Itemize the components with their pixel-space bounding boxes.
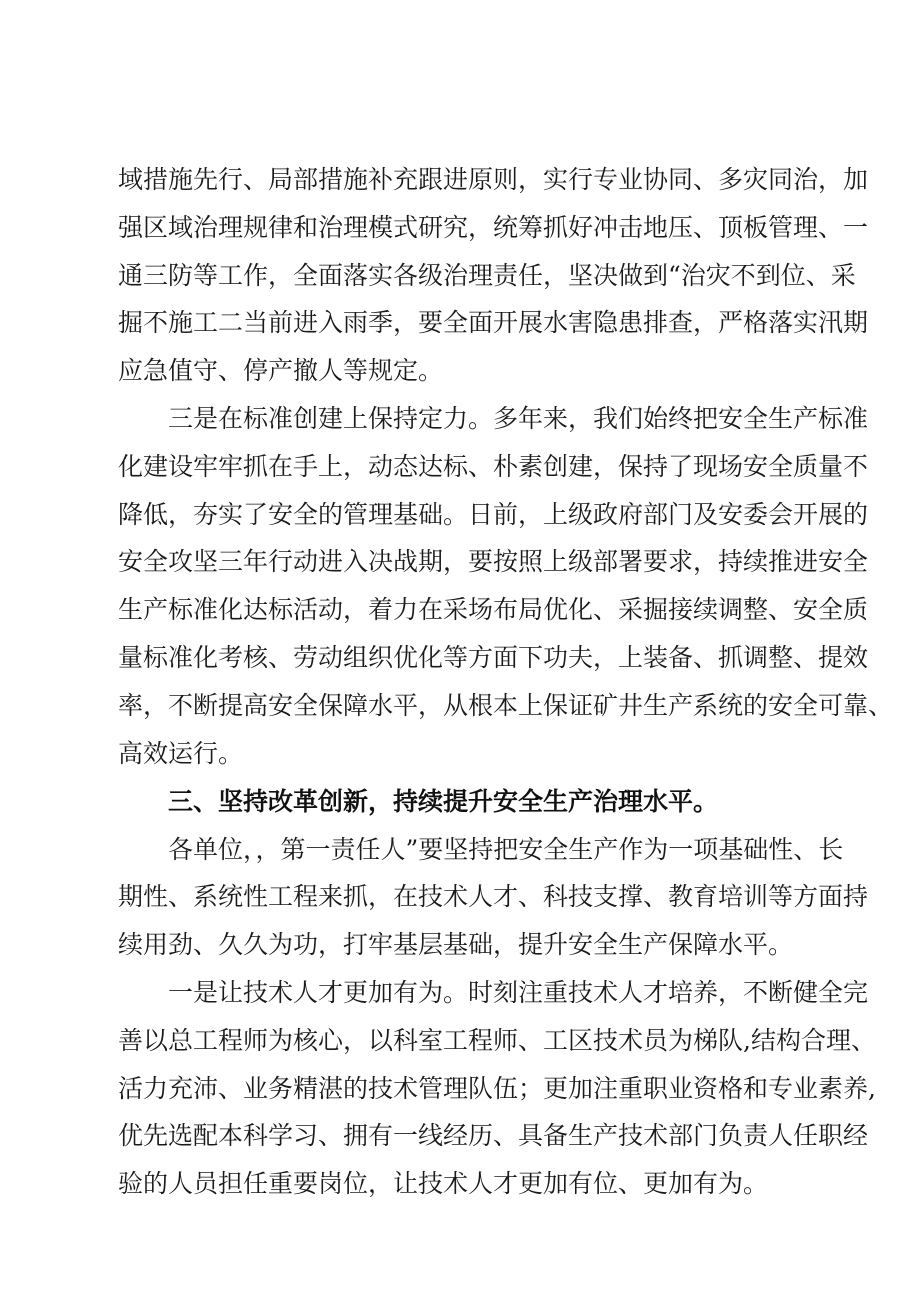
paragraph-1-line-4: 掘不施工二当前进入雨季，要全面开展水害隐患排查，严格落实汛期 (118, 308, 869, 337)
paragraph-4-line-4: 优先选配本科学习、拥有一线经历、具备生产技术部门负责人任职经 (118, 1121, 869, 1150)
paragraph-3-line-2: 期性、系统性工程来抓，在技术人才、科技支撑、教育培训等方面持 (118, 882, 869, 911)
paragraph-1-line-2: 强区域治理规律和治理模式研究，统筹抓好冲击地压、顶板管理、一 (118, 213, 869, 242)
paragraph-1-line-3: 通三防等工作，全面落实各级治理责任，坚决做到“治灾不到位、采 (118, 261, 856, 290)
paragraph-4-line-5: 验的人员担任重要岗位，让技术人才更加有位、更加有为。 (118, 1169, 769, 1198)
paragraph-1-line-1: 域措施先行、局部措施补充跟进原则，实行专业协同、多灾同治，加 (118, 165, 869, 194)
paragraph-3-line-3: 续用劲、久久为功，打牢基层基础，提升安全生产保障水平。 (118, 930, 794, 959)
paragraph-2-line-3: 降低，夯实了安全的管理基础。日前，上级政府部门及安委会开展的 (118, 500, 869, 529)
paragraph-1-line-5: 应急值守、停产撤人等规定。 (118, 356, 444, 385)
paragraph-2-line-4: 安全攻坚三年行动进入决战期，要按照上级部署要求，持续推进安全 (118, 547, 869, 576)
paragraph-2-line-8: 高效运行。 (118, 739, 244, 768)
paragraph-4-line-2: 善以总工程师为核心，以科室工程师、工区技术员为梯队,结构合理、 (118, 1026, 876, 1055)
paragraph-2-line-1: 三是在标准创建上保持定力。多年来，我们始终把安全生产标准 (168, 404, 869, 433)
paragraph-4-line-3: 活力充沛、业务精湛的技术管理队伍；更加注重职业资格和专业素养, (118, 1074, 876, 1103)
section-heading: 三、坚持改革创新，持续提升安全生产治理水平。 (168, 787, 719, 816)
paragraph-3-line-1: 各单位，，第一责任人”要坚持把安全生产作为一项基础性、长 (168, 835, 844, 864)
paragraph-2-line-6: 量标准化考核、劳动组织优化等方面下功夫，上装备、抓调整、提效 (118, 643, 869, 672)
paragraph-2-line-5: 生产标准化达标活动，着力在采场布局优化、采掘接续调整、安全质 (118, 595, 869, 624)
paragraph-2-line-2: 化建设牢牢抓在手上，动态达标、朴素创建，保持了现场安全质量不 (118, 452, 869, 481)
paragraph-2-line-7: 率，不断提高安全保障水平，从根本上保证矿井生产系统的安全可靠、 (118, 691, 894, 720)
paragraph-4-line-1: 一是让技术人才更加有为。时刻注重技术人才培养，不断健全完 (168, 978, 869, 1007)
